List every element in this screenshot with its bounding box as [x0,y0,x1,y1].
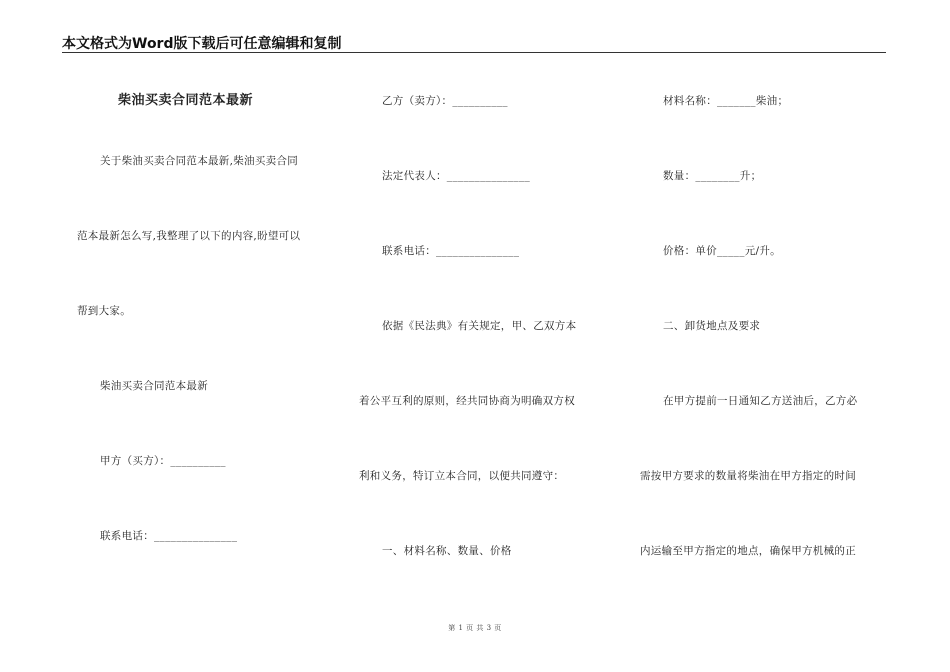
legal-rep-line: 法定代表人：_______________ [382,170,531,182]
contract-heading: 柴油买卖合同范本最新 [100,380,208,392]
party-b-line: 乙方（卖方）：__________ [382,95,508,107]
document-title: 柴油买卖合同范本最新 [118,93,254,108]
page-number: 第 1 页 共 3 页 [448,624,502,632]
quantity-line: 数量：________升； [663,170,762,182]
text-column-2 [340,0,625,672]
paragraph-line: 关于柴油买卖合同范本最新,柴油买卖合同 [100,155,299,167]
text-column-1 [0,0,340,672]
paragraph-line: 在甲方提前一日通知乙方送油后，乙方必 [663,395,858,407]
paragraph-line: 着公平互利的原则，经共同协商为明确双方权 [359,395,575,407]
text-column-3 [625,0,925,672]
document-banner: 本文格式为Word版下载后可任意编辑和复制 [62,36,342,52]
section-heading-1: 一、材料名称、数量、价格 [382,545,512,557]
paragraph-line: 内运输至甲方指定的地点，确保甲方机械的正 [640,545,856,557]
paragraph-line: 帮到大家。 [77,305,131,317]
paragraph-line: 利和义务，特订立本合同，以便共同遵守： [359,470,565,482]
paragraph-line: 范本最新怎么写,我整理了以下的内容,盼望可以 [77,230,301,242]
material-name-line: 材料名称：_______柴油； [663,95,789,107]
paragraph-line: 需按甲方要求的数量将柴油在甲方指定的时间 [640,470,856,482]
price-line: 价格：单价_____元/升。 [663,245,781,257]
phone-line: 联系电话：_______________ [100,530,238,542]
phone-line: 联系电话：_______________ [382,245,520,257]
section-heading-2: 二、卸货地点及要求 [663,320,761,332]
paragraph-line: 依据《民法典》有关规定，甲、乙双方本 [382,320,577,332]
party-a-line: 甲方（买方）：__________ [100,455,226,467]
